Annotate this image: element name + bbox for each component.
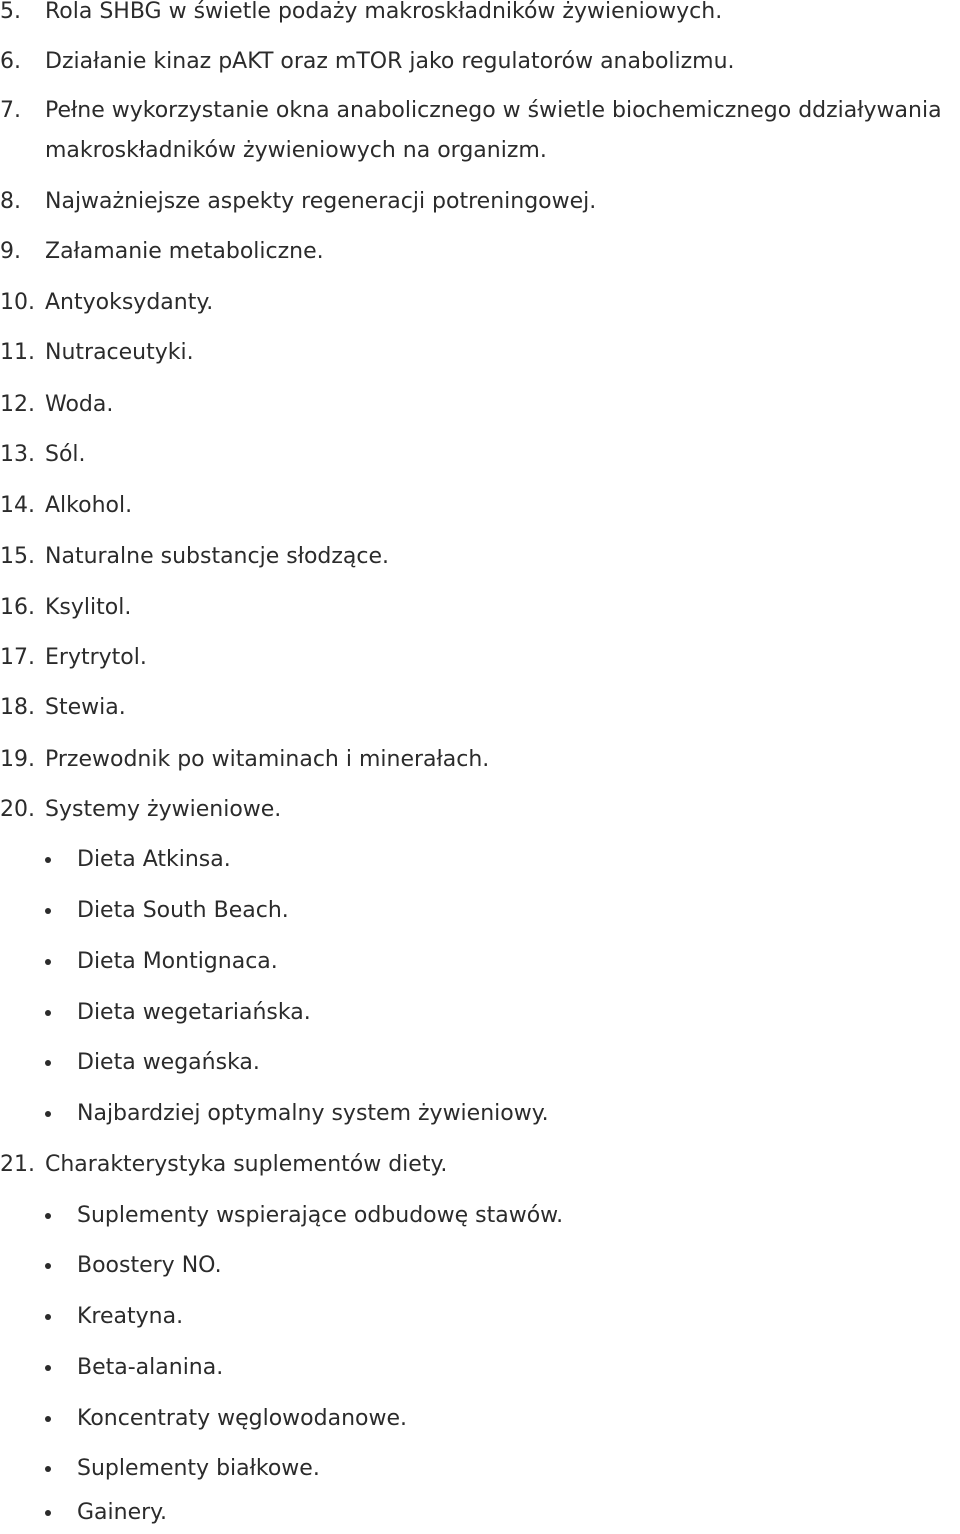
bullet-text: Kreatyna. (77, 1304, 184, 1329)
item-number: 14. (0, 493, 35, 518)
bullet-dot (45, 959, 51, 965)
item-text: Przewodnik po witaminach i minerałach. (45, 747, 490, 772)
bullet-text: Dieta Atkinsa. (77, 847, 231, 872)
item-text: Antyoksydanty. (45, 290, 214, 315)
item-number: 5. (0, 0, 21, 24)
item-text: Rola SHBG w świetle podaży makroskładników żywieniowych. (45, 0, 723, 24)
item-text: Erytrytol. (45, 645, 147, 670)
item-number: 18. (0, 695, 35, 720)
bullet-dot (45, 1314, 51, 1320)
bullet-dot (45, 857, 51, 863)
item-text: Pełne wykorzystanie okna anabolicznego w świetle biochemicznego ddziaływania (45, 98, 942, 123)
bullet-text: Beta-alanina. (77, 1355, 224, 1380)
bullet-text: Boostery NO. (77, 1253, 222, 1278)
bullet-dot (45, 1060, 51, 1066)
bullet-dot (45, 1466, 51, 1472)
item-text: Woda. (45, 392, 114, 417)
item-text: Działanie kinaz pAKT oraz mTOR jako regulatorów anabolizmu. (45, 49, 735, 74)
item-number: 8. (0, 189, 21, 214)
item-number: 7. (0, 98, 21, 123)
item-number: 20. (0, 797, 35, 822)
item-text: Załamanie metaboliczne. (45, 239, 324, 264)
item-number: 9. (0, 239, 21, 264)
bullet-dot (45, 1263, 51, 1269)
bullet-text: Dieta Montignaca. (77, 949, 278, 974)
bullet-text: Dieta wegetariańska. (77, 1000, 311, 1025)
bullet-dot (45, 1416, 51, 1422)
item-text: Nutraceutyki. (45, 340, 194, 365)
bullet-dot (45, 1213, 51, 1219)
item-text: Naturalne substancje słodzące. (45, 544, 390, 569)
bullet-text: Suplementy wspierające odbudowę stawów. (77, 1203, 564, 1228)
item-text: Ksylitol. (45, 595, 132, 620)
item-number: 17. (0, 645, 35, 670)
item-number: 11. (0, 340, 35, 365)
item-text: Najważniejsze aspekty regeneracji potreningowej. (45, 189, 597, 214)
bullet-text: Najbardziej optymalny system żywieniowy. (77, 1101, 549, 1126)
bullet-dot (45, 1510, 51, 1516)
item-number: 12. (0, 392, 35, 417)
bullet-text: Koncentraty węglowodanowe. (77, 1406, 407, 1431)
item-number: 16. (0, 595, 35, 620)
item-number: 21. (0, 1152, 35, 1177)
item-text: Stewia. (45, 695, 126, 720)
item-text: Systemy żywieniowe. (45, 797, 282, 822)
bullet-text: Gainery. (77, 1500, 168, 1525)
item-text: Alkohol. (45, 493, 133, 518)
bullet-dot (45, 908, 51, 914)
item-number: 6. (0, 49, 21, 74)
item-number: 13. (0, 442, 35, 467)
item-text-continued: makroskładników żywieniowych na organizm. (45, 138, 547, 163)
item-text: Charakterystyka suplementów diety. (45, 1152, 448, 1177)
item-text: Sól. (45, 442, 86, 467)
bullet-dot (45, 1010, 51, 1016)
bullet-text: Dieta South Beach. (77, 898, 289, 923)
bullet-dot (45, 1111, 51, 1117)
bullet-text: Dieta wegańska. (77, 1050, 260, 1075)
item-number: 10. (0, 290, 35, 315)
bullet-dot (45, 1365, 51, 1371)
item-number: 15. (0, 544, 35, 569)
bullet-text: Suplementy białkowe. (77, 1456, 320, 1481)
item-number: 19. (0, 747, 35, 772)
